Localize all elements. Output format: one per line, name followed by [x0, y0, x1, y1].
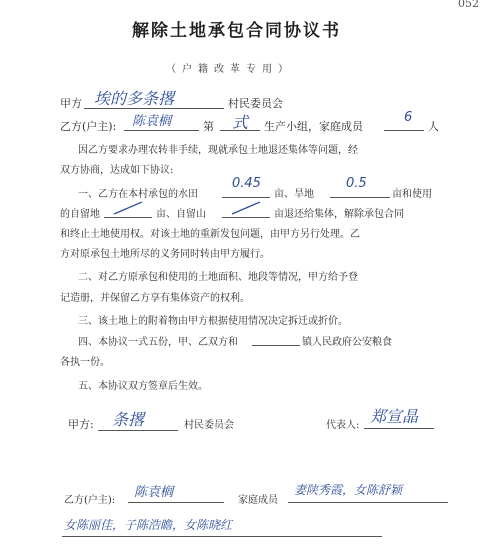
party-b-label: 乙方(户主): — [60, 120, 117, 133]
party-a-suffix: 村民委员会 — [228, 97, 283, 110]
family-suffix: 人 — [428, 120, 439, 133]
signature-party-a-handwritten: 条撂 — [112, 410, 145, 429]
family-count-handwritten: 6 — [404, 110, 413, 125]
dry-area-underline — [330, 197, 390, 198]
representative-handwritten: 郑宣晶 — [370, 407, 419, 426]
party-b-handwritten: 陈袁榈 — [132, 114, 172, 129]
private-plot-slash-mark — [112, 200, 144, 216]
dry-area-handwritten: 0.5 — [346, 176, 367, 191]
family-members-line-2: 女陈丽佳，子陈浩瞻，女陈晓红 — [64, 518, 233, 532]
clause-5: 五、本协议双方签章后生效。 — [78, 381, 208, 392]
clause-1-a: 一、乙方在本村承包的水田 — [78, 189, 198, 200]
signature-party-a-label: 甲方: — [68, 418, 94, 431]
clause-2-line2: 记造册，并保留乙方享有集体资产的权利。 — [60, 293, 250, 304]
clause-4-a: 四、本协议一式五份，甲、乙双方和 — [78, 337, 238, 348]
private-hill-slash-mark — [230, 200, 262, 216]
document-subtitle: （户籍改革专用） — [166, 64, 294, 75]
family-members-underline-2 — [62, 536, 382, 537]
clause-1-line3: 和终止土地使用权。对该土地的重新发包问题，由甲方另行处理。乙 — [60, 229, 360, 240]
family-members-line-1: 妻陕秀霞，女陈舒颖 — [294, 483, 403, 497]
corner-mark: 052 — [458, 0, 479, 10]
representative-underline — [364, 428, 434, 429]
clause-2-line1: 二、对乙方原承包和使用的土地面积、地段等情况，甲方给予登 — [78, 272, 358, 283]
family-members-label: 家庭成员 — [238, 495, 278, 506]
clause-4-line2: 各执一份。 — [60, 357, 110, 368]
clause-4-underline — [252, 345, 300, 346]
clause-1-line2-c: 亩退还给集体，解除承包合同 — [274, 209, 404, 220]
group-underline — [220, 130, 260, 131]
footer-party-b-underline — [128, 502, 224, 503]
party-a-handwritten: 埃的多条撂 — [94, 89, 175, 108]
representative-label: 代表人: — [326, 420, 360, 431]
private-plot-underline — [104, 217, 152, 218]
document-title: 解除土地承包合同协议书 — [132, 21, 341, 41]
clause-4-b: 镇人民政府公安粮食 — [302, 337, 392, 348]
clause-1-line2-b: 亩、自留山 — [156, 209, 206, 220]
clause-3: 三、该土地上的附着物由甲方根据使用情况决定拆迁或折价。 — [78, 316, 348, 327]
clause-1-line2-a: 的自留地 — [60, 209, 100, 220]
party-a-label: 甲方 — [60, 97, 82, 110]
clause-1-b: 亩、旱地 — [274, 189, 314, 200]
group-prefix: 第 — [203, 120, 214, 133]
party-a-underline — [84, 108, 224, 109]
paddy-area-handwritten: 0.45 — [232, 176, 261, 191]
group-handwritten: 式 — [232, 113, 249, 132]
private-hill-underline — [222, 217, 270, 218]
signature-party-a-suffix: 村民委员会 — [184, 420, 234, 431]
party-b-underline — [124, 130, 199, 131]
intro-line-2: 双方协商，达成如下协议: — [60, 165, 174, 176]
intro-line-1: 因乙方要求办理农转非手续，现就承包土地退还集体等问题，经 — [78, 145, 358, 156]
family-count-underline — [384, 130, 424, 131]
family-members-underline-1 — [288, 502, 448, 503]
clause-1-c: 亩和使用 — [392, 189, 432, 200]
group-suffix: 生产小组，家庭成员 — [264, 120, 363, 133]
clause-1-line4: 方对原承包土地所尽的义务同时转由甲方履行。 — [60, 249, 270, 260]
footer-party-b-handwritten: 陈袁榈 — [134, 485, 174, 500]
signature-party-a-underline — [98, 430, 178, 431]
paddy-area-underline — [222, 197, 270, 198]
footer-party-b-label: 乙方(户主): — [64, 495, 116, 506]
